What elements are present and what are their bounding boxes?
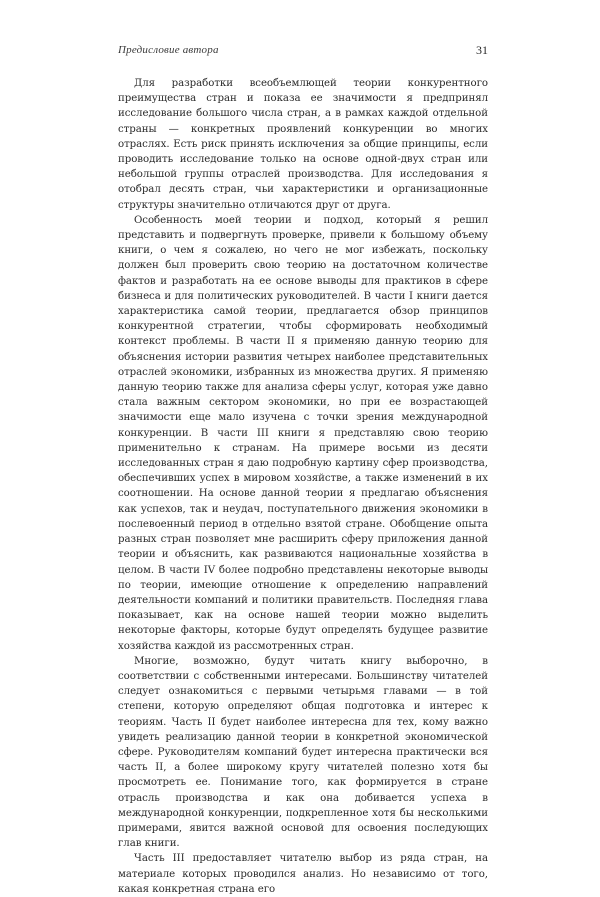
paragraph-3: Многие, возможно, будут читать книгу выборочно, в соответствии с собственными интересами. Большинству читателей следует ознакомиться с первыми четырьмя главами — в той степени, которую определяют общая подготовка и интерес к теориям. Часть II будет наиболее интересна для тех, кому важно увидеть реализацию данной теории в конкретной экономической сфере. Руководителям компаний будет интересна практически вся часть II, а более широкому кругу читателей полезно хотя бы просмотреть ее. Понимание того, как формируется в стране отрасль производства и как она добивается успеха в международной конкуренции, подкрепленное хотя бы несколькими примерами, явится важной основой для освоения последующих глав книги. [118, 655, 488, 850]
body-text [118, 76, 488, 897]
paragraph-2: Особенность моей теории и подход, который я решил представить и подвергнуть проверке, привели к большому объему книги, о чем я сожалею, но чего не мог избежать, поскольку должен был проверить свою теорию на достаточном количестве фактов и разработать на ее основе выводы для практиков в сфере бизнеса и для политических руководителей. В части I книги дается характеристика самой теории, предлагается обзор принципов конкурентной стратегии, чтобы сформировать необходимый контекст проблемы. В части II я применяю данную теорию для объяснения истории развития четырех наиболее представительных отраслей экономики, избранных из множества других. Я применяю данную теорию также для анализа сферы услуг, которая уже давно стала важным сектором экономики, но при ее возрастающей значимости еще мало изучена с точки зрения международной конкуренции. В части III книги я представляю свою теорию применительно к странам. На примере восьми из десяти исследованных стран я даю подробную картину сфер производства, обеспечивших успех в мировом хозяйстве, а также изменений в их соотношении. На основе данной теории я предлагаю объяснения как успехов, так и неудач, поступательного движения экономики в послевоенный период в отдельно взятой стране. Обобщение опыта разных стран позволяет мне расширить сферу приложения данной теории и объяснить, как развиваются национальные хозяйства в целом. В части IV более подробно представлены некоторые выводы по теории, имеющие отношение к определению направлений деятельности компаний и политики правительств. Последняя глава показывает, как на основе нашей теории можно выделить некоторые факторы, которые будут определять будущее развитие хозяйства каждой из рассмотренных стран. [118, 214, 488, 652]
running-title: Предисловие автора [118, 44, 219, 56]
running-header [118, 44, 488, 60]
paragraph-4: Часть III предоставляет читателю выбор из ряда стран, на материале которых проводился анализ. Но независимо от того, какая конкретная страна его [118, 853, 488, 895]
paragraph-1: Для разработки всеобъемлющей теории конкурентного преимущества стран и показа ее значимости я предпринял исследование большого числа стран, а в рамках каждой отдельной страны — конкретных проявлений конкуренции во многих отраслях. Есть риск принять исключения за общие принципы, если проводить исследование только на основе одной-двух стран или небольшой группы отраслей производства. Для исследования я отобрал десять стран, чьи характеристики и организационные структуры значительно отличаются друг от друга. [118, 78, 488, 211]
page-number: 31 [476, 43, 488, 57]
